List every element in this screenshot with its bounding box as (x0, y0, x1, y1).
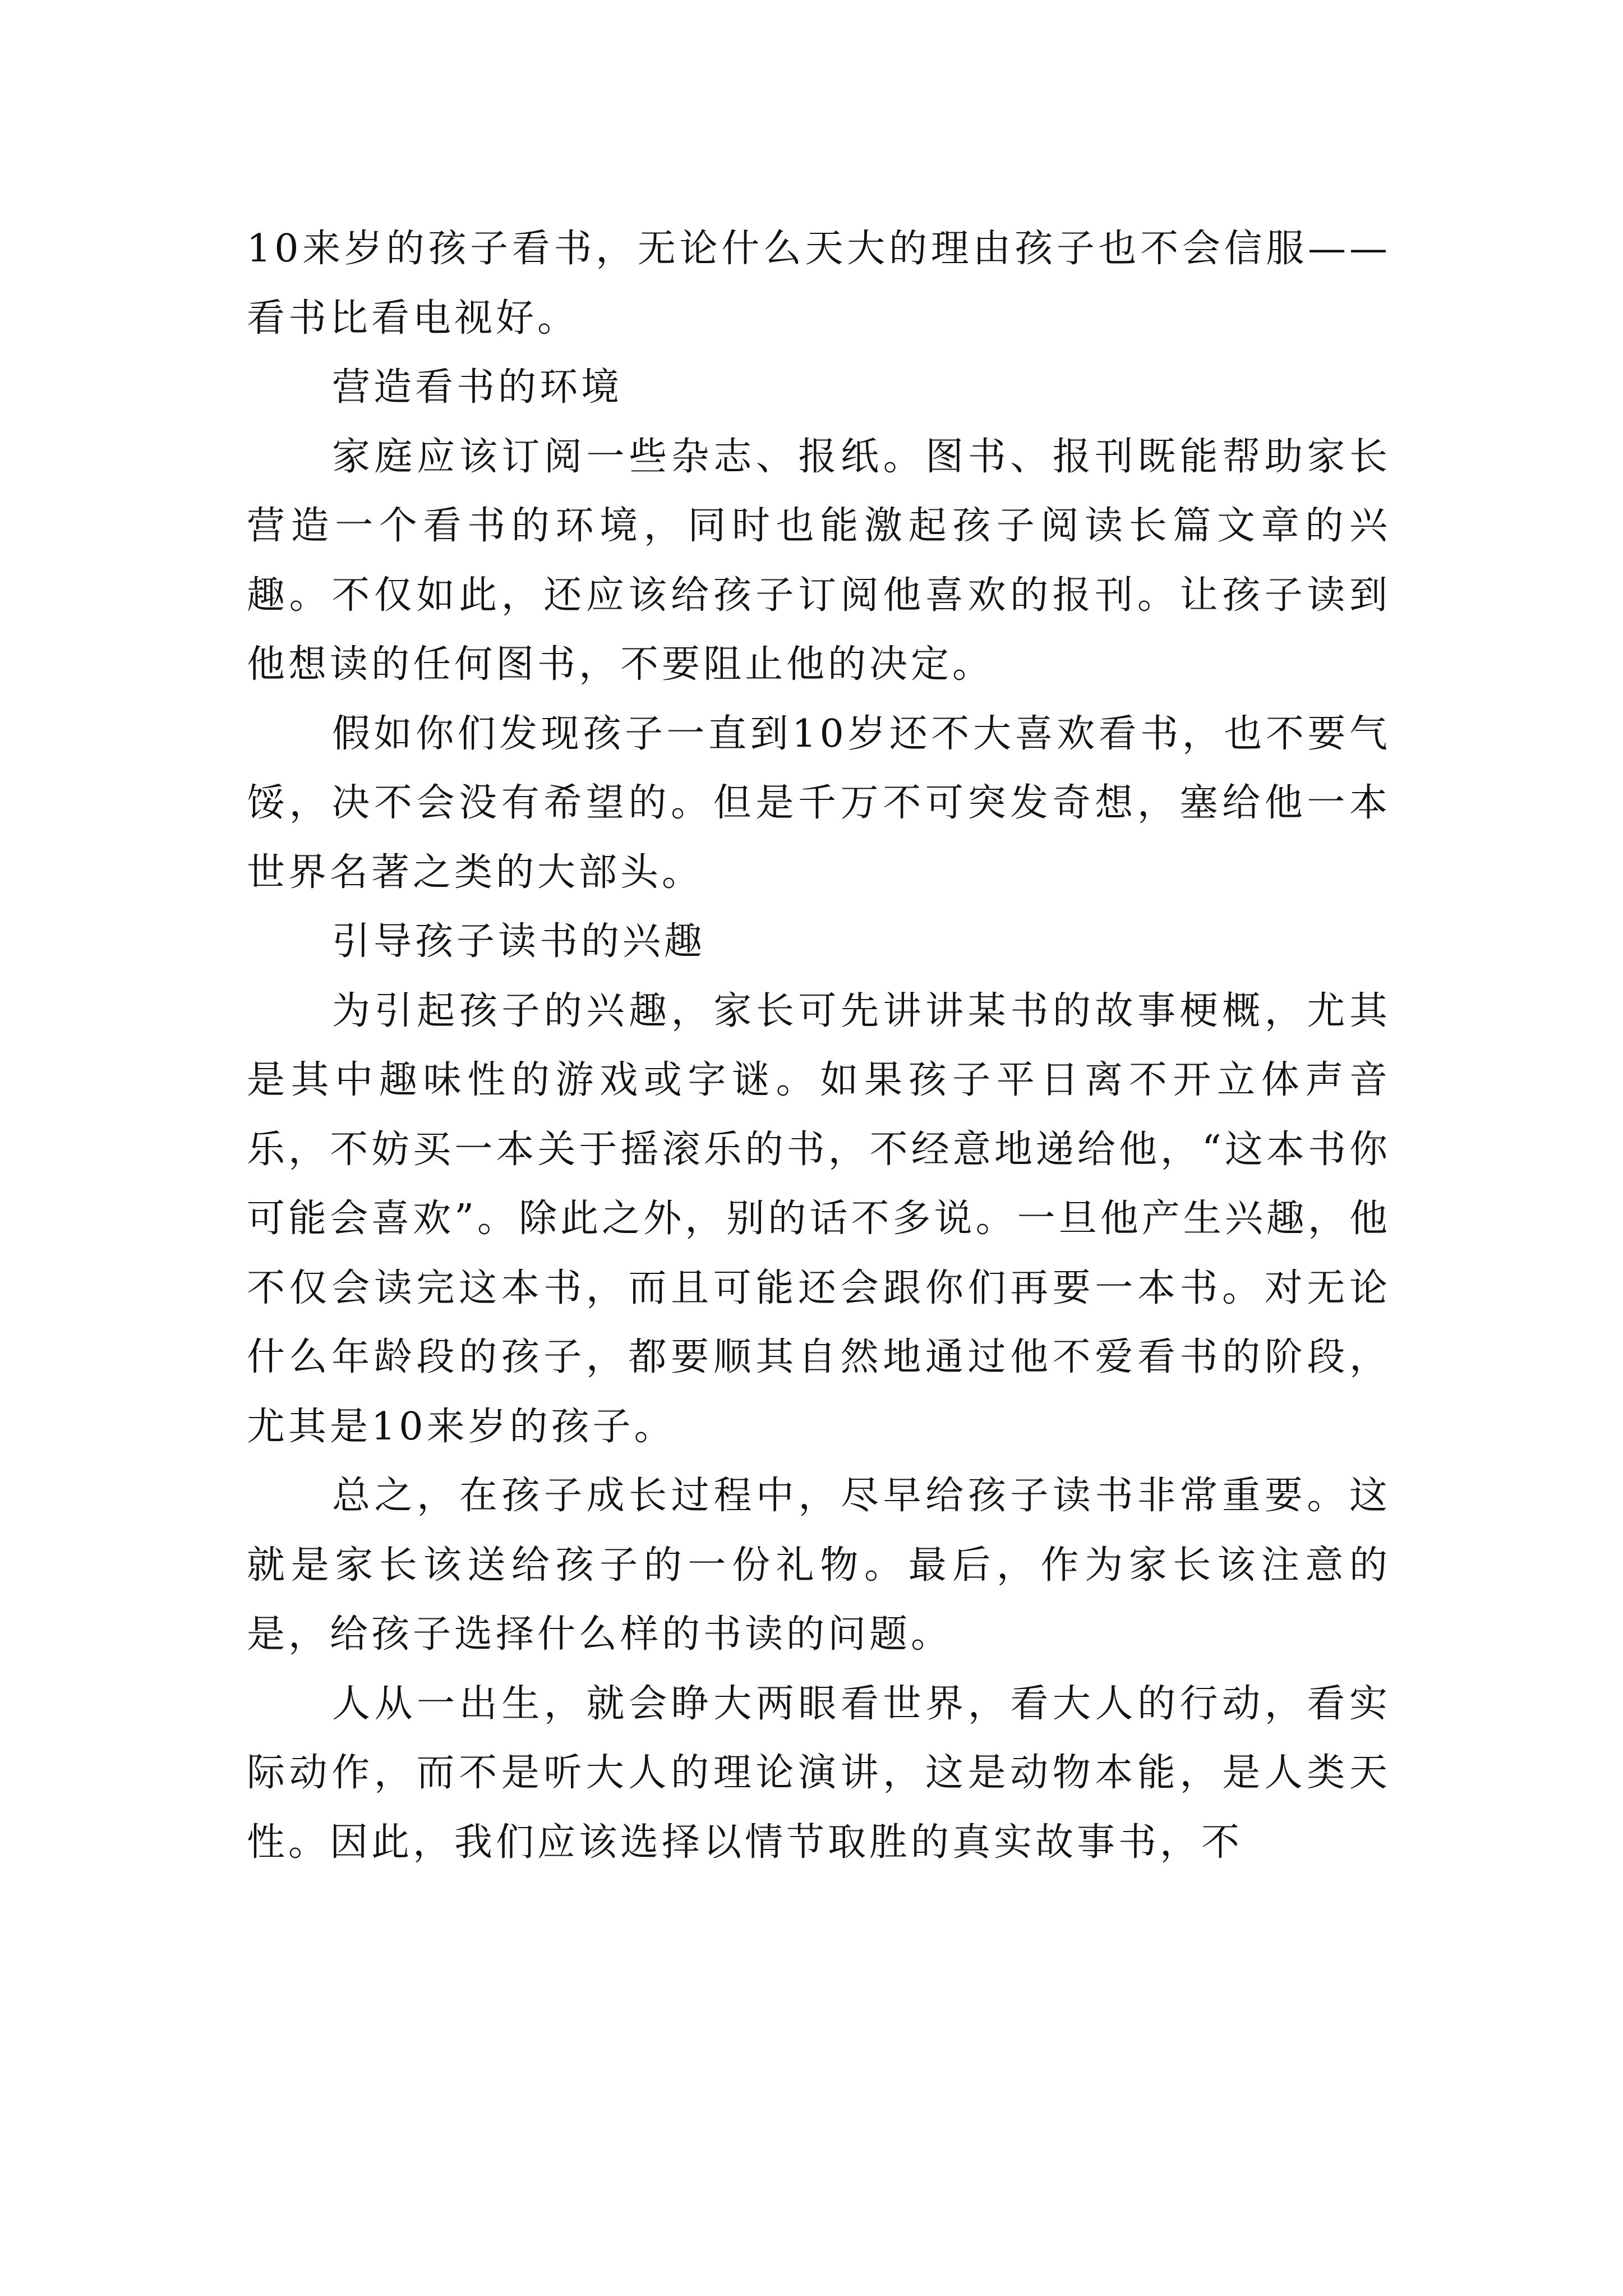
section-heading-interest: 引导孩子读书的兴趣 (332, 919, 706, 964)
paragraph-dont-despair: 假如你们发现孩子一直到10岁还不大喜欢看书，也不要气馁，决不会没有希望的。但是千万不可突发奇想，塞给他一本世界名著之类的大部头。 (247, 711, 1391, 895)
paragraph-spark-interest: 为引起孩子的兴趣，家长可先讲讲某书的故事梗概，尤其是其中趣味性的游戏或字谜。如果孩子平日离不开立体声音乐，不妨买一本关于摇滚乐的书，不经意地递给他，“这本书你可能会喜欢”。除此之外，别的话不多说。一旦他产生兴趣，他不仅会读完这本书，而且可能还会跟你们再要一本书。对无论什么年龄段的孩子，都要顺其自然地通过他不爱看书的阶段，尤其是10来岁的孩子。 (247, 988, 1391, 1449)
paragraph-choose-books: 人从一出生，就会睁大两眼看世界，看大人的行动，看实际动作，而不是听大人的理论演讲，这是动物本能，是人类天性。因此，我们应该选择以情节取胜的真实故事书，不 (247, 1681, 1391, 1865)
section-heading-environment: 营造看书的环境 (332, 365, 623, 409)
paragraph-subscriptions: 家庭应该订阅一些杂志、报纸。图书、报刊既能帮助家长营造一个看书的环境，同时也能激起孩子阅读长篇文章的兴趣。不仅如此，还应该给孩子订阅他喜欢的报刊。让孩子读到他想读的任何图书，不要阻止他的决定。 (247, 434, 1391, 687)
paragraph-summary: 总之，在孩子成长过程中，尽早给孩子读书非常重要。这就是家长该送给孩子的一份礼物。最后，作为家长该注意的是，给孩子选择什么样的书读的问题。 (247, 1474, 1391, 1657)
document-body (247, 214, 1391, 1877)
paragraph-intro: 10来岁的孩子看书，无论什么天大的理由孩子也不会信服——看书比看电视好。 (247, 227, 1391, 341)
